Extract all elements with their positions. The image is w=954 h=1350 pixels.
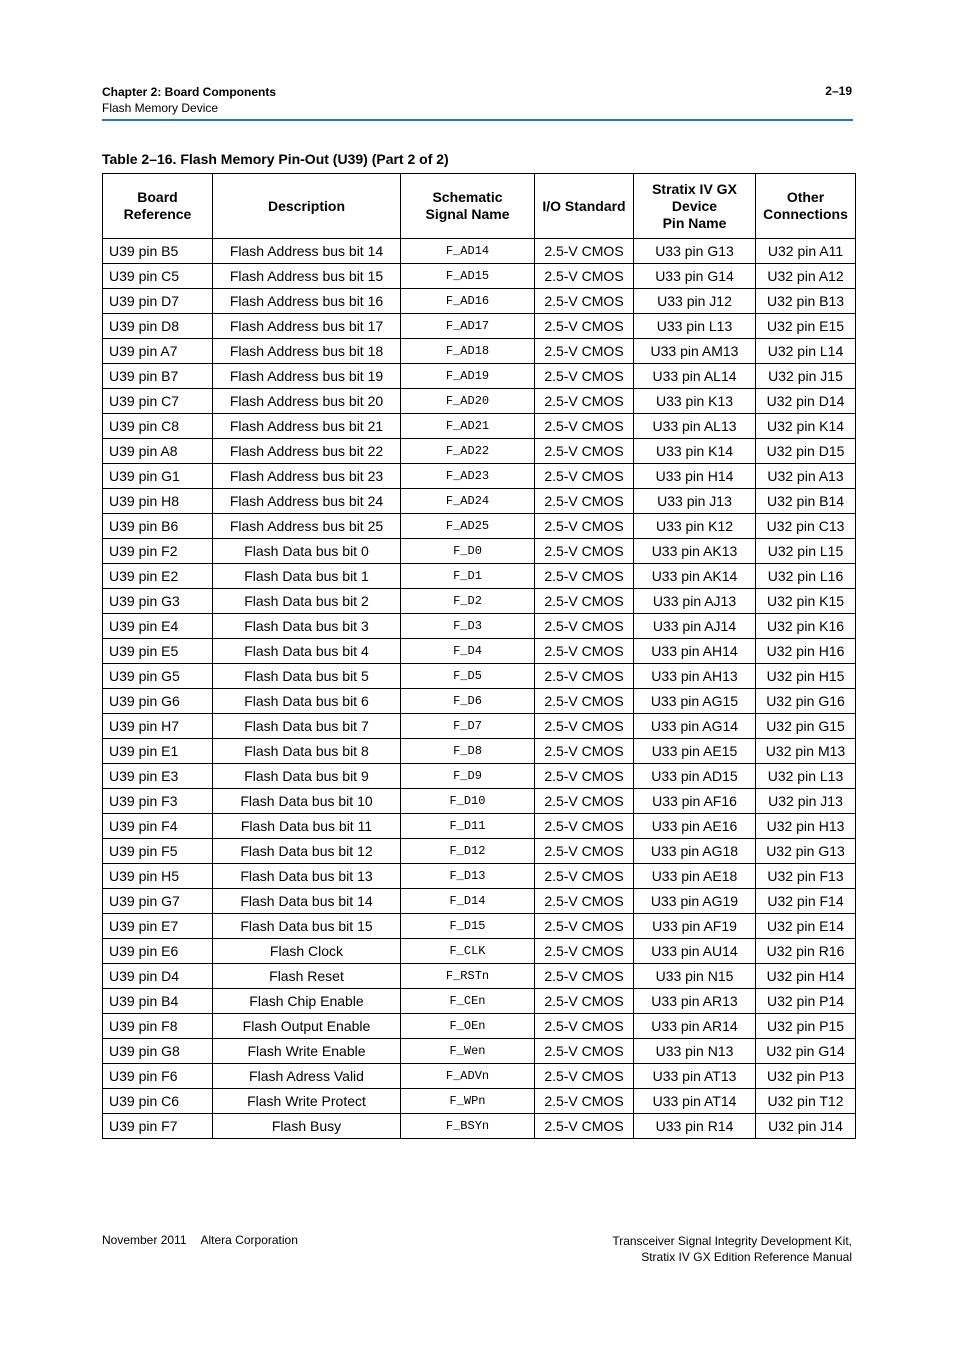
signal-name-cell: F_D4 xyxy=(401,639,535,664)
board-reference-cell: U39 pin C5 xyxy=(103,264,213,289)
other-connection-cell: U32 pin M13 xyxy=(756,739,856,764)
other-connection-cell: U32 pin G14 xyxy=(756,1039,856,1064)
io-standard-cell: 2.5-V CMOS xyxy=(535,1014,634,1039)
table-row xyxy=(103,939,856,964)
signal-name-cell: F_D0 xyxy=(401,539,535,564)
io-standard-cell: 2.5-V CMOS xyxy=(535,664,634,689)
device-pin-cell: U33 pin K14 xyxy=(634,439,756,464)
device-pin-cell: U33 pin AK14 xyxy=(634,564,756,589)
io-standard-cell: 2.5-V CMOS xyxy=(535,914,634,939)
device-pin-cell: U33 pin G13 xyxy=(634,239,756,264)
description-cell: Flash Address bus bit 19 xyxy=(213,364,401,389)
signal-name-cell: F_AD15 xyxy=(401,264,535,289)
other-connection-cell: U32 pin H15 xyxy=(756,664,856,689)
device-pin-cell: U33 pin AD15 xyxy=(634,764,756,789)
description-cell: Flash Output Enable xyxy=(213,1014,401,1039)
header-divider xyxy=(102,119,853,121)
signal-name-cell: F_AD19 xyxy=(401,364,535,389)
board-reference-cell: U39 pin C7 xyxy=(103,389,213,414)
other-connection-cell: U32 pin H16 xyxy=(756,639,856,664)
table-row xyxy=(103,614,856,639)
board-reference-cell: U39 pin H7 xyxy=(103,714,213,739)
board-reference-cell: U39 pin G6 xyxy=(103,689,213,714)
page-number: 2–19 xyxy=(825,84,852,98)
device-pin-cell: U33 pin AL14 xyxy=(634,364,756,389)
other-connection-cell: U32 pin H13 xyxy=(756,814,856,839)
table-row xyxy=(103,814,856,839)
device-pin-cell: U33 pin K12 xyxy=(634,514,756,539)
device-pin-cell: U33 pin AE15 xyxy=(634,739,756,764)
table-row xyxy=(103,464,856,489)
running-header xyxy=(102,84,276,116)
table-row xyxy=(103,514,856,539)
description-cell: Flash Data bus bit 14 xyxy=(213,889,401,914)
other-connection-cell: U32 pin J13 xyxy=(756,789,856,814)
other-connection-cell: U32 pin P13 xyxy=(756,1064,856,1089)
signal-name-cell: F_D3 xyxy=(401,614,535,639)
table-row xyxy=(103,839,856,864)
io-standard-cell: 2.5-V CMOS xyxy=(535,764,634,789)
board-reference-cell: U39 pin E6 xyxy=(103,939,213,964)
col-io-standard-header: I/O Standard xyxy=(535,174,634,239)
other-connection-cell: U32 pin L16 xyxy=(756,564,856,589)
signal-name-cell: F_CEn xyxy=(401,989,535,1014)
other-connection-cell: U32 pin T12 xyxy=(756,1089,856,1114)
table-body xyxy=(103,239,856,1139)
section-title: Flash Memory Device xyxy=(102,101,219,115)
board-reference-cell: U39 pin A7 xyxy=(103,339,213,364)
device-pin-cell: U33 pin AJ13 xyxy=(634,589,756,614)
board-reference-cell: U39 pin F3 xyxy=(103,789,213,814)
description-cell: Flash Data bus bit 1 xyxy=(213,564,401,589)
board-reference-cell: U39 pin D4 xyxy=(103,964,213,989)
board-reference-cell: U39 pin E5 xyxy=(103,639,213,664)
signal-name-cell: F_D6 xyxy=(401,689,535,714)
device-pin-cell: U33 pin J13 xyxy=(634,489,756,514)
signal-name-cell: F_OEn xyxy=(401,1014,535,1039)
io-standard-cell: 2.5-V CMOS xyxy=(535,264,634,289)
other-connection-cell: U32 pin J14 xyxy=(756,1114,856,1139)
io-standard-cell: 2.5-V CMOS xyxy=(535,1114,634,1139)
board-reference-cell: U39 pin E3 xyxy=(103,764,213,789)
footer-company: Altera Corporation xyxy=(200,1233,298,1247)
device-pin-cell: U33 pin AG14 xyxy=(634,714,756,739)
io-standard-cell: 2.5-V CMOS xyxy=(535,339,634,364)
col-description-header: Description xyxy=(213,174,401,239)
other-connection-cell: U32 pin D15 xyxy=(756,439,856,464)
other-connection-cell: U32 pin L15 xyxy=(756,539,856,564)
io-standard-cell: 2.5-V CMOS xyxy=(535,439,634,464)
other-connection-cell: U32 pin F13 xyxy=(756,864,856,889)
device-pin-cell: U33 pin AR14 xyxy=(634,1014,756,1039)
table-row xyxy=(103,289,856,314)
board-reference-cell: U39 pin C6 xyxy=(103,1089,213,1114)
board-reference-cell: U39 pin D8 xyxy=(103,314,213,339)
flash-pinout-table xyxy=(102,173,856,1139)
board-reference-cell: U39 pin C8 xyxy=(103,414,213,439)
description-cell: Flash Address bus bit 24 xyxy=(213,489,401,514)
board-reference-cell: U39 pin G1 xyxy=(103,464,213,489)
device-pin-cell: U33 pin AJ14 xyxy=(634,614,756,639)
description-cell: Flash Address bus bit 22 xyxy=(213,439,401,464)
description-cell: Flash Data bus bit 3 xyxy=(213,614,401,639)
table-row xyxy=(103,1089,856,1114)
description-cell: Flash Data bus bit 5 xyxy=(213,664,401,689)
table-row xyxy=(103,239,856,264)
description-cell: Flash Address bus bit 16 xyxy=(213,289,401,314)
device-pin-cell: U33 pin AR13 xyxy=(634,989,756,1014)
description-cell: Flash Address bus bit 20 xyxy=(213,389,401,414)
table-row xyxy=(103,789,856,814)
io-standard-cell: 2.5-V CMOS xyxy=(535,889,634,914)
signal-name-cell: F_D8 xyxy=(401,739,535,764)
description-cell: Flash Data bus bit 8 xyxy=(213,739,401,764)
other-connection-cell: U32 pin A13 xyxy=(756,464,856,489)
signal-name-cell: F_AD14 xyxy=(401,239,535,264)
board-reference-cell: U39 pin F5 xyxy=(103,839,213,864)
col-device-pin-header: Stratix IV GX Device Pin Name xyxy=(634,174,756,239)
io-standard-cell: 2.5-V CMOS xyxy=(535,464,634,489)
io-standard-cell: 2.5-V CMOS xyxy=(535,539,634,564)
signal-name-cell: F_AD22 xyxy=(401,439,535,464)
table-row xyxy=(103,864,856,889)
signal-name-cell: F_AD16 xyxy=(401,289,535,314)
description-cell: Flash Address bus bit 14 xyxy=(213,239,401,264)
device-pin-cell: U33 pin H14 xyxy=(634,464,756,489)
board-reference-cell: U39 pin G3 xyxy=(103,589,213,614)
table-row xyxy=(103,389,856,414)
io-standard-cell: 2.5-V CMOS xyxy=(535,689,634,714)
io-standard-cell: 2.5-V CMOS xyxy=(535,414,634,439)
board-reference-cell: U39 pin G7 xyxy=(103,889,213,914)
other-connection-cell: U32 pin K15 xyxy=(756,589,856,614)
description-cell: Flash Write Protect xyxy=(213,1089,401,1114)
signal-name-cell: F_AD25 xyxy=(401,514,535,539)
description-cell: Flash Data bus bit 10 xyxy=(213,789,401,814)
signal-name-cell: F_RSTn xyxy=(401,964,535,989)
signal-name-cell: F_AD23 xyxy=(401,464,535,489)
board-reference-cell: U39 pin G8 xyxy=(103,1039,213,1064)
table-row xyxy=(103,889,856,914)
table-row xyxy=(103,639,856,664)
table-row xyxy=(103,764,856,789)
device-pin-cell: U33 pin AM13 xyxy=(634,339,756,364)
footer-manual-line2: Stratix IV GX Edition Reference Manual xyxy=(641,1250,852,1264)
device-pin-cell: U33 pin AU14 xyxy=(634,939,756,964)
table-row xyxy=(103,714,856,739)
footer-manual-line1: Transceiver Signal Integrity Development Kit, xyxy=(612,1234,852,1248)
description-cell: Flash Write Enable xyxy=(213,1039,401,1064)
board-reference-cell: U39 pin E1 xyxy=(103,739,213,764)
table-row xyxy=(103,264,856,289)
board-reference-cell: U39 pin F7 xyxy=(103,1114,213,1139)
description-cell: Flash Data bus bit 4 xyxy=(213,639,401,664)
board-reference-cell: U39 pin B4 xyxy=(103,989,213,1014)
table-row xyxy=(103,539,856,564)
signal-name-cell: F_ADVn xyxy=(401,1064,535,1089)
table-caption: Table 2–16. Flash Memory Pin-Out (U39) (Part 2 of 2) xyxy=(102,151,449,167)
description-cell: Flash Address bus bit 15 xyxy=(213,264,401,289)
signal-name-cell: F_AD24 xyxy=(401,489,535,514)
signal-name-cell: F_D13 xyxy=(401,864,535,889)
description-cell: Flash Data bus bit 11 xyxy=(213,814,401,839)
board-reference-cell: U39 pin F2 xyxy=(103,539,213,564)
device-pin-cell: U33 pin AG18 xyxy=(634,839,756,864)
description-cell: Flash Data bus bit 13 xyxy=(213,864,401,889)
device-pin-cell: U33 pin R14 xyxy=(634,1114,756,1139)
description-cell: Flash Adress Valid xyxy=(213,1064,401,1089)
device-pin-cell: U33 pin AE16 xyxy=(634,814,756,839)
other-connection-cell: U32 pin D14 xyxy=(756,389,856,414)
board-reference-cell: U39 pin B5 xyxy=(103,239,213,264)
table-row xyxy=(103,564,856,589)
footer-left xyxy=(102,1233,298,1247)
table-row xyxy=(103,314,856,339)
device-pin-cell: U33 pin AH14 xyxy=(634,639,756,664)
io-standard-cell: 2.5-V CMOS xyxy=(535,1039,634,1064)
other-connection-cell: U32 pin A12 xyxy=(756,264,856,289)
device-pin-cell: U33 pin AG15 xyxy=(634,689,756,714)
table-row xyxy=(103,414,856,439)
other-connection-cell: U32 pin E15 xyxy=(756,314,856,339)
other-connection-cell: U32 pin C13 xyxy=(756,514,856,539)
other-connection-cell: U32 pin K16 xyxy=(756,614,856,639)
io-standard-cell: 2.5-V CMOS xyxy=(535,1089,634,1114)
device-pin-cell: U33 pin AE18 xyxy=(634,864,756,889)
device-pin-cell: U33 pin AT13 xyxy=(634,1064,756,1089)
footer-right xyxy=(612,1233,852,1265)
description-cell: Flash Chip Enable xyxy=(213,989,401,1014)
table-row xyxy=(103,739,856,764)
io-standard-cell: 2.5-V CMOS xyxy=(535,714,634,739)
board-reference-cell: U39 pin B6 xyxy=(103,514,213,539)
board-reference-cell: U39 pin F6 xyxy=(103,1064,213,1089)
other-connection-cell: U32 pin F14 xyxy=(756,889,856,914)
device-pin-cell: U33 pin AK13 xyxy=(634,539,756,564)
other-connection-cell: U32 pin E14 xyxy=(756,914,856,939)
io-standard-cell: 2.5-V CMOS xyxy=(535,289,634,314)
io-standard-cell: 2.5-V CMOS xyxy=(535,839,634,864)
io-standard-cell: 2.5-V CMOS xyxy=(535,814,634,839)
other-connection-cell: U32 pin P14 xyxy=(756,989,856,1014)
other-connection-cell: U32 pin G16 xyxy=(756,689,856,714)
table-row xyxy=(103,1114,856,1139)
device-pin-cell: U33 pin N15 xyxy=(634,964,756,989)
table-row xyxy=(103,1039,856,1064)
io-standard-cell: 2.5-V CMOS xyxy=(535,939,634,964)
description-cell: Flash Address bus bit 18 xyxy=(213,339,401,364)
chapter-title: Chapter 2: Board Components xyxy=(102,85,277,99)
board-reference-cell: U39 pin E2 xyxy=(103,564,213,589)
signal-name-cell: F_D10 xyxy=(401,789,535,814)
device-pin-cell: U33 pin K13 xyxy=(634,389,756,414)
table-row xyxy=(103,989,856,1014)
table-row xyxy=(103,914,856,939)
io-standard-cell: 2.5-V CMOS xyxy=(535,964,634,989)
signal-name-cell: F_BSYn xyxy=(401,1114,535,1139)
other-connection-cell: U32 pin G13 xyxy=(756,839,856,864)
footer-date: November 2011 xyxy=(102,1233,187,1247)
device-pin-cell: U33 pin AG19 xyxy=(634,889,756,914)
other-connection-cell: U32 pin K14 xyxy=(756,414,856,439)
other-connection-cell: U32 pin L14 xyxy=(756,339,856,364)
other-connection-cell: U32 pin B14 xyxy=(756,489,856,514)
device-pin-cell: U33 pin AT14 xyxy=(634,1089,756,1114)
signal-name-cell: F_D5 xyxy=(401,664,535,689)
signal-name-cell: F_D7 xyxy=(401,714,535,739)
io-standard-cell: 2.5-V CMOS xyxy=(535,864,634,889)
board-reference-cell: U39 pin E7 xyxy=(103,914,213,939)
device-pin-cell: U33 pin N13 xyxy=(634,1039,756,1064)
table-row xyxy=(103,689,856,714)
signal-name-cell: F_AD21 xyxy=(401,414,535,439)
signal-name-cell: F_D1 xyxy=(401,564,535,589)
signal-name-cell: F_D2 xyxy=(401,589,535,614)
io-standard-cell: 2.5-V CMOS xyxy=(535,239,634,264)
device-pin-cell: U33 pin J12 xyxy=(634,289,756,314)
io-standard-cell: 2.5-V CMOS xyxy=(535,389,634,414)
table-row xyxy=(103,364,856,389)
signal-name-cell: F_D12 xyxy=(401,839,535,864)
board-reference-cell: U39 pin D7 xyxy=(103,289,213,314)
device-pin-cell: U33 pin AF19 xyxy=(634,914,756,939)
signal-name-cell: F_Wen xyxy=(401,1039,535,1064)
io-standard-cell: 2.5-V CMOS xyxy=(535,589,634,614)
io-standard-cell: 2.5-V CMOS xyxy=(535,989,634,1014)
description-cell: Flash Address bus bit 23 xyxy=(213,464,401,489)
table-header-row xyxy=(103,174,856,239)
table-row xyxy=(103,664,856,689)
description-cell: Flash Data bus bit 0 xyxy=(213,539,401,564)
description-cell: Flash Data bus bit 7 xyxy=(213,714,401,739)
io-standard-cell: 2.5-V CMOS xyxy=(535,314,634,339)
io-standard-cell: 2.5-V CMOS xyxy=(535,1064,634,1089)
signal-name-cell: F_AD18 xyxy=(401,339,535,364)
board-reference-cell: U39 pin H5 xyxy=(103,864,213,889)
description-cell: Flash Address bus bit 25 xyxy=(213,514,401,539)
table-row xyxy=(103,589,856,614)
description-cell: Flash Address bus bit 21 xyxy=(213,414,401,439)
other-connection-cell: U32 pin H14 xyxy=(756,964,856,989)
other-connection-cell: U32 pin J15 xyxy=(756,364,856,389)
board-reference-cell: U39 pin E4 xyxy=(103,614,213,639)
device-pin-cell: U33 pin G14 xyxy=(634,264,756,289)
io-standard-cell: 2.5-V CMOS xyxy=(535,789,634,814)
board-reference-cell: U39 pin B7 xyxy=(103,364,213,389)
description-cell: Flash Data bus bit 6 xyxy=(213,689,401,714)
description-cell: Flash Clock xyxy=(213,939,401,964)
table-row xyxy=(103,1014,856,1039)
device-pin-cell: U33 pin AH13 xyxy=(634,664,756,689)
signal-name-cell: F_D14 xyxy=(401,889,535,914)
board-reference-cell: U39 pin F4 xyxy=(103,814,213,839)
description-cell: Flash Data bus bit 15 xyxy=(213,914,401,939)
device-pin-cell: U33 pin L13 xyxy=(634,314,756,339)
other-connection-cell: U32 pin B13 xyxy=(756,289,856,314)
table-row xyxy=(103,1064,856,1089)
other-connection-cell: U32 pin A11 xyxy=(756,239,856,264)
signal-name-cell: F_AD20 xyxy=(401,389,535,414)
signal-name-cell: F_WPn xyxy=(401,1089,535,1114)
io-standard-cell: 2.5-V CMOS xyxy=(535,739,634,764)
io-standard-cell: 2.5-V CMOS xyxy=(535,639,634,664)
io-standard-cell: 2.5-V CMOS xyxy=(535,514,634,539)
description-cell: Flash Data bus bit 9 xyxy=(213,764,401,789)
col-other-connections-header: Other Connections xyxy=(756,174,856,239)
signal-name-cell: F_D9 xyxy=(401,764,535,789)
signal-name-cell: F_CLK xyxy=(401,939,535,964)
description-cell: Flash Busy xyxy=(213,1114,401,1139)
description-cell: Flash Data bus bit 2 xyxy=(213,589,401,614)
device-pin-cell: U33 pin AF16 xyxy=(634,789,756,814)
board-reference-cell: U39 pin H8 xyxy=(103,489,213,514)
description-cell: Flash Address bus bit 17 xyxy=(213,314,401,339)
other-connection-cell: U32 pin P15 xyxy=(756,1014,856,1039)
io-standard-cell: 2.5-V CMOS xyxy=(535,564,634,589)
io-standard-cell: 2.5-V CMOS xyxy=(535,364,634,389)
board-reference-cell: U39 pin F8 xyxy=(103,1014,213,1039)
other-connection-cell: U32 pin L13 xyxy=(756,764,856,789)
device-pin-cell: U33 pin AL13 xyxy=(634,414,756,439)
table-row xyxy=(103,439,856,464)
board-reference-cell: U39 pin G5 xyxy=(103,664,213,689)
description-cell: Flash Reset xyxy=(213,964,401,989)
signal-name-cell: F_D11 xyxy=(401,814,535,839)
signal-name-cell: F_AD17 xyxy=(401,314,535,339)
table-row xyxy=(103,489,856,514)
other-connection-cell: U32 pin G15 xyxy=(756,714,856,739)
table-row xyxy=(103,964,856,989)
col-board-reference-header: Board Reference xyxy=(103,174,213,239)
other-connection-cell: U32 pin R16 xyxy=(756,939,856,964)
col-signal-name-header: Schematic Signal Name xyxy=(401,174,535,239)
description-cell: Flash Data bus bit 12 xyxy=(213,839,401,864)
io-standard-cell: 2.5-V CMOS xyxy=(535,614,634,639)
table-row xyxy=(103,339,856,364)
signal-name-cell: F_D15 xyxy=(401,914,535,939)
board-reference-cell: U39 pin A8 xyxy=(103,439,213,464)
io-standard-cell: 2.5-V CMOS xyxy=(535,489,634,514)
